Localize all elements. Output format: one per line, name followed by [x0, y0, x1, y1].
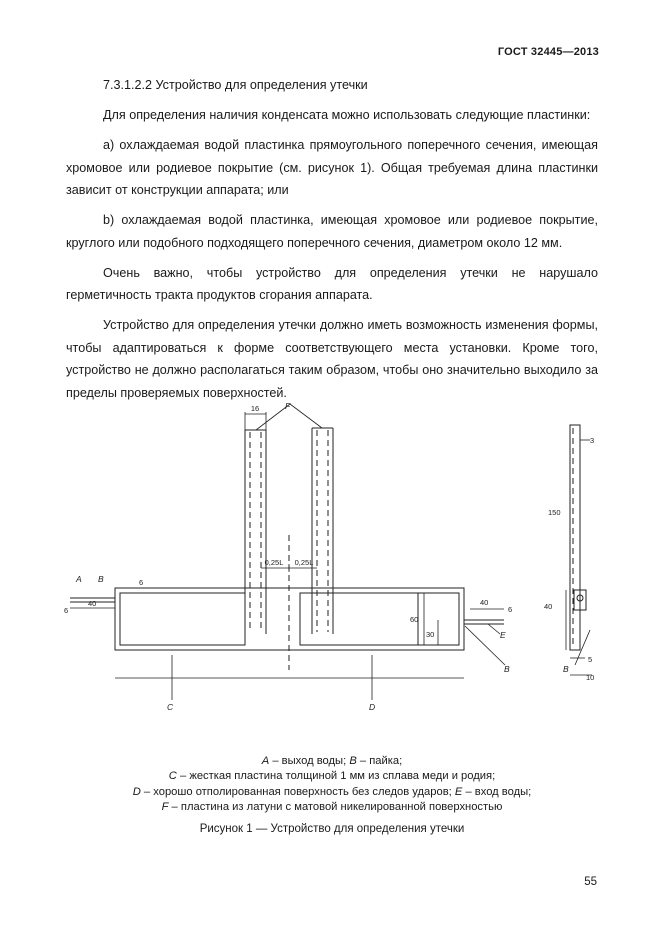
- plate-inner-right: [300, 593, 459, 645]
- label-e: E: [500, 630, 506, 640]
- plate-inner-left: [120, 593, 245, 645]
- dim-30: 30: [426, 630, 435, 639]
- paragraph: b) охлаждаемая водой пластинка, имеющая хромовое или родиевое покрытие, круглого или подобного подходящего поперечного сечения, диаметром около 12 мм.: [66, 213, 598, 250]
- dim-10: 10: [586, 673, 595, 682]
- dim-025l-left: 0,25L: [264, 558, 284, 567]
- label-d: D: [369, 702, 376, 712]
- drawing-svg: [60, 400, 605, 720]
- label-b-right: B: [504, 664, 510, 674]
- label-a: A: [76, 574, 82, 584]
- page-number: 55: [584, 876, 597, 888]
- dim-5: 5: [588, 655, 593, 664]
- figure-caption: Рисунок 1 — Устройство для определения утечки: [199, 823, 465, 835]
- dim-3: 3: [590, 436, 595, 445]
- body-text: [66, 74, 598, 412]
- label-b-left: B: [98, 574, 104, 584]
- paragraph: Устройство для определения утечки должно иметь возможность изменения формы, чтобы адаптироваться к форме соответствующего места установки. Кроме того, устройство не должно располагаться таким образом, чтобы оно значительно выходило за пределы проверяемых поверхностей.: [66, 318, 598, 401]
- section-heading: 7.3.1.2.2 Устройство для определения утечки: [103, 78, 368, 92]
- figure-legend: [66, 754, 598, 816]
- legend-line: D – хорошо отполированная поверхность без следов ударов; E – вход воды;: [132, 785, 532, 798]
- paragraph: Для определения наличия конденсата можно использовать следующие пластинки:: [103, 107, 591, 122]
- dim-40b: 40: [480, 598, 489, 607]
- legend-line: F – пластина из латуни с матовой никелированной поверхностью: [161, 801, 503, 814]
- legend-line: A – выход воды; B – пайка;: [261, 755, 403, 767]
- legend-line: C – жесткая пластина толщиной 1 мм из сплава меди и родия;: [168, 770, 496, 783]
- standard-header: ГОСТ 32445—2013: [497, 46, 599, 58]
- dim-6c: 6: [508, 605, 513, 614]
- dim-025l-right: 0,25L: [294, 558, 314, 567]
- dim-60: 60: [410, 615, 419, 624]
- dim-40a: 40: [88, 599, 97, 608]
- technical-drawing: [60, 400, 605, 720]
- side-view-plate: [570, 425, 580, 650]
- dim-16: 16: [250, 404, 260, 413]
- paragraph: а) охлаждаемая водой пластинка прямоугольного поперечного сечения, имеющая хромовое или родиевое покрытие (см. рисунок 1). Общая требуемая длина пластинки зависит от конструкции аппарата; или: [66, 137, 598, 198]
- label-b-side: B: [563, 664, 569, 674]
- paragraph: Очень важно, чтобы устройство для определения утечки не нарушало герметичность тракта продуктов сгорания аппарата.: [66, 265, 598, 303]
- label-c: C: [167, 702, 174, 712]
- dim-40c: 40: [544, 602, 553, 611]
- dim-6b: 6: [64, 606, 69, 615]
- dim-150: 150: [548, 508, 561, 517]
- label-f: F: [285, 401, 291, 411]
- dim-6a: 6: [139, 578, 144, 587]
